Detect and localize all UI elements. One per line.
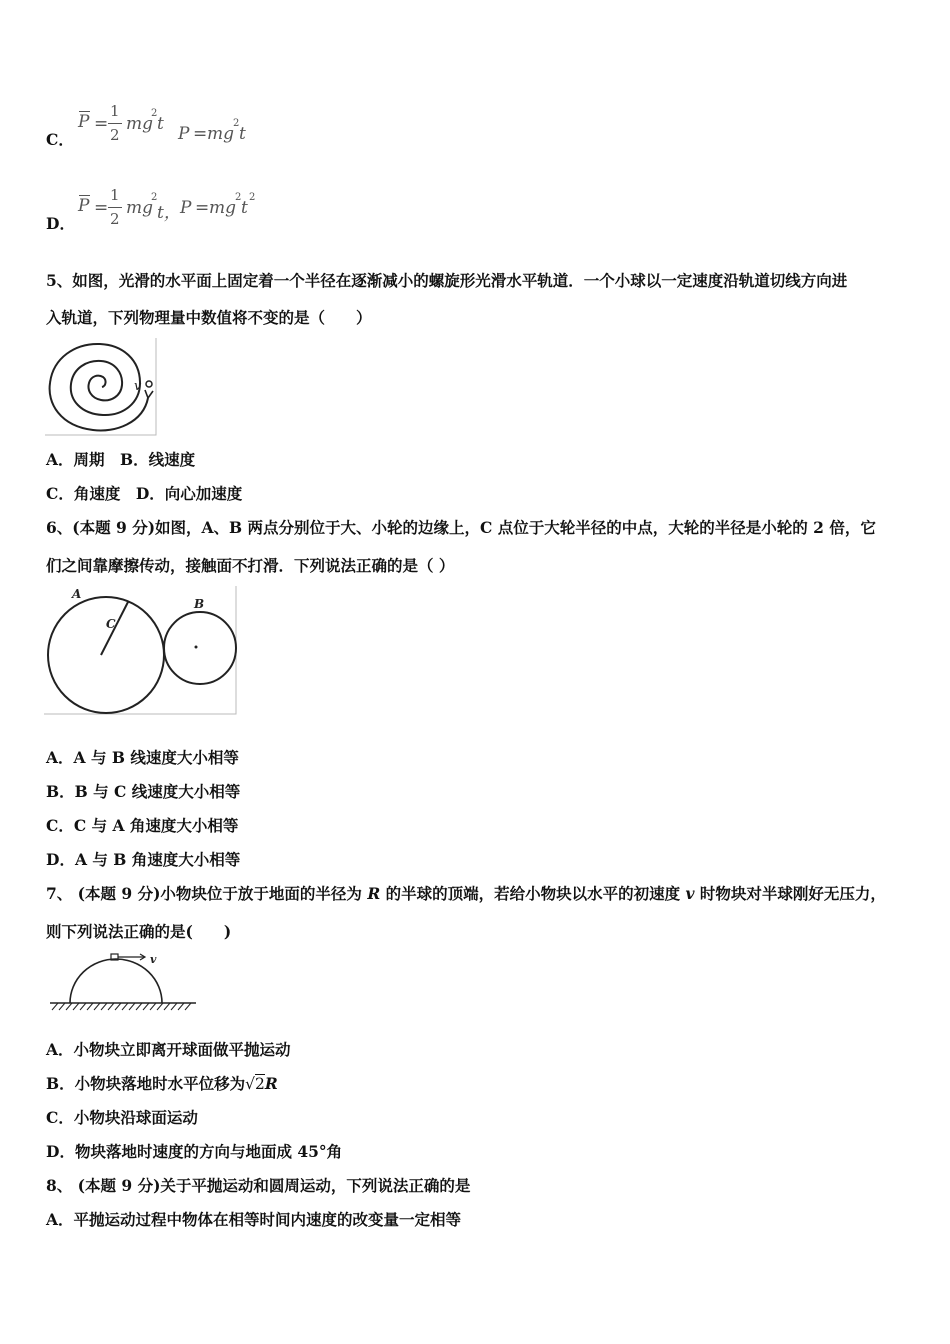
q6-text-line1: 6、(本题 9 分)如图，A、B 两点分别位于大、小轮的边缘上，C 点位于大轮半径的中点，大轮的半径是小轮的 2 倍，它	[46, 518, 876, 537]
option-d-label: D．	[46, 214, 75, 233]
q7-line1-part-c: 时物块对半球刚好无压力，	[694, 884, 886, 903]
option-c-label: C．	[46, 130, 74, 149]
q7-line1-part-a: 7、 (本题 9 分)小物块位于放于地面的半径为	[46, 884, 368, 903]
q7-option-a: A．小物块立即离开球面做平抛运动	[46, 1040, 291, 1059]
q7-option-d: D．物块落地时速度的方向与地面成 45°角	[46, 1142, 343, 1161]
q6-option-a: A．A 与 B 线速度大小相等	[46, 748, 239, 767]
q7-option-c: C．小物块沿球面运动	[46, 1108, 198, 1127]
q5-options-row1: A．周期 B．线速度	[46, 450, 196, 469]
wheels-figure	[44, 586, 238, 716]
q7-option-b	[46, 1074, 278, 1094]
q5-options-row2: C．角速度 D．向心加速度	[46, 484, 243, 503]
q7-text-line1	[46, 884, 886, 904]
q8-option-a: A．平抛运动过程中物体在相等时间内速度的改变量一定相等	[46, 1210, 462, 1229]
wheel-label-b: B	[194, 597, 205, 611]
q5-text-line1: 5、如图，光滑的水平面上固定着一个半径在逐渐减小的螺旋形光滑水平轨道．一个小球以一定速度沿轨道切线方向进	[46, 271, 848, 290]
hemisphere-figure	[48, 952, 198, 1014]
q8-text-line1: 8、 (本题 9 分)关于平抛运动和圆周运动，下列说法正确的是	[46, 1176, 471, 1195]
q7-sqrt-radicand: 2	[255, 1075, 265, 1093]
q7-velocity-symbol: v	[685, 884, 695, 903]
hemisphere-v-label: v	[150, 953, 157, 966]
wheel-label-a: A	[72, 587, 82, 601]
q7-sqrt-symbol: √	[245, 1075, 255, 1093]
spiral-track-figure	[45, 338, 159, 436]
q6-option-d: D．A 与 B 角速度大小相等	[46, 850, 241, 869]
q5-text-line2: 入轨道，下列物理量中数值将不变的是（ ）	[46, 308, 372, 327]
q7-line1-part-b: 的半球的顶端，若给小物块以水平的初速度	[380, 884, 686, 903]
wheel-label-c: C	[106, 617, 116, 631]
q7-option-b-radius: R	[264, 1074, 278, 1093]
q7-option-b-text: B．小物块落地时水平位移为	[46, 1074, 246, 1093]
q7-text-line2: 则下列说法正确的是( )	[46, 922, 232, 941]
q6-text-line2: 们之间靠摩擦传动，接触面不打滑．下列说法正确的是（ ）	[46, 556, 455, 575]
q7-radius-symbol: R	[367, 884, 381, 903]
spiral-v-label: v	[134, 379, 142, 394]
q6-option-b: B．B 与 C 线速度大小相等	[46, 782, 241, 801]
q6-option-c: C．C 与 A 角速度大小相等	[46, 816, 239, 835]
